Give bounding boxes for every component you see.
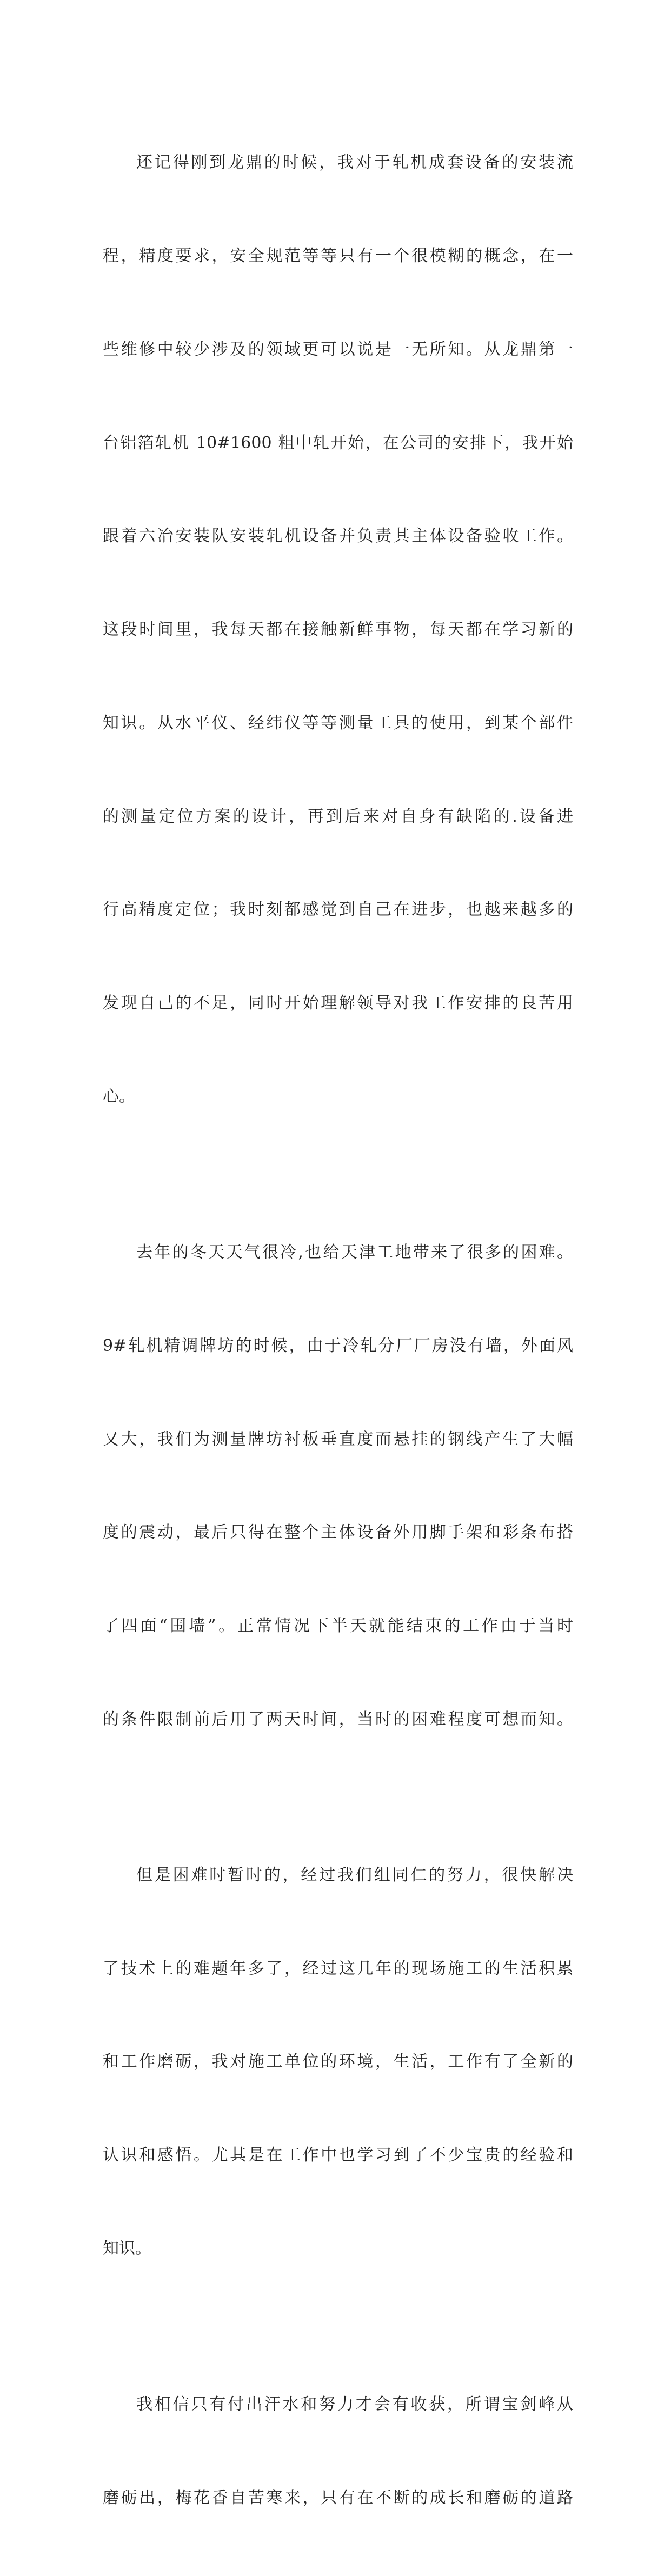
text-line: 度的震动，最后只得在整个主体设备外用脚手架和彩条布搭: [103, 1523, 573, 1542]
text-line: 知识。: [103, 2239, 151, 2258]
text-line: 去年的冬天天气很冷,也给天津工地带来了很多的困难。: [136, 1242, 573, 1262]
text-line: 知识。从水平仪、经纬仪等等测量工具的使用，到某个部件: [103, 713, 573, 733]
text-line: 行高精度定位；我时刻都感觉到自己在进步，也越来越多的: [103, 900, 573, 920]
text-line: 磨砺出，梅花香自苦寒来，只有在不断的成长和磨砺的道路: [103, 2488, 573, 2507]
text-line: 这段时间里，我每天都在接触新鲜事物，每天都在学习新的: [103, 620, 573, 640]
text-line: 心。: [103, 1087, 135, 1106]
text-line: 9#轧机精调牌坊的时候，由于冷轧分厂厂房没有墙，外面风: [103, 1336, 573, 1355]
paragraph-4: [103, 2327, 573, 2576]
text-line: 的测量定位方案的设计，再到后来对自身有缺陷的.设备进: [103, 807, 573, 826]
text-line: 了四面“围墙”。正常情况下半天就能结束的工作由于当时: [103, 1616, 573, 1636]
text-line: 认识和感悟。尤其是在工作中也学习到了不少宝贵的经验和: [103, 2146, 573, 2165]
text-line: 又大，我们为测量牌坊衬板垂直度而悬挂的钢线产生了大幅: [103, 1429, 573, 1449]
body-text: [103, 85, 573, 2576]
paragraph-1: [103, 85, 573, 1175]
text-line: 和工作磨砺，我对施工单位的环境，生活，工作有了全新的: [103, 2052, 573, 2072]
text-line: 些维修中较少涉及的领域更可以说是一无所知。从龙鼎第一: [103, 340, 573, 359]
text-line: 程，精度要求，安全规范等等只有一个很模糊的概念，在一: [103, 246, 573, 265]
text-line: 了技术上的难题年多了，经过这几年的现场施工的生活积累: [103, 1959, 573, 1978]
text-line: 但是困难时暂时的，经过我们组同仁的努力，很快解决: [136, 1865, 573, 1885]
paragraph-2: [103, 1175, 573, 1798]
text-line: 跟着六冶安装队安装轧机设备并负责其主体设备验收工作。: [103, 527, 573, 546]
paragraph-3: [103, 1798, 573, 2327]
text-line: 的条件限制前后用了两天时间，当时的困难程度可想而知。: [103, 1709, 573, 1729]
text-line: 台铝箔轧机 10#1600 粗中轧开始，在公司的安排下，我开始: [103, 433, 573, 452]
text-line: 我相信只有付出汗水和努力才会有收获，所谓宝剑峰从: [136, 2394, 573, 2414]
text-line: 还记得刚到龙鼎的时候，我对于轧机成套设备的安装流: [136, 153, 573, 172]
text-line: 发现自己的不足，同时开始理解领导对我工作安排的良苦用: [103, 994, 573, 1013]
